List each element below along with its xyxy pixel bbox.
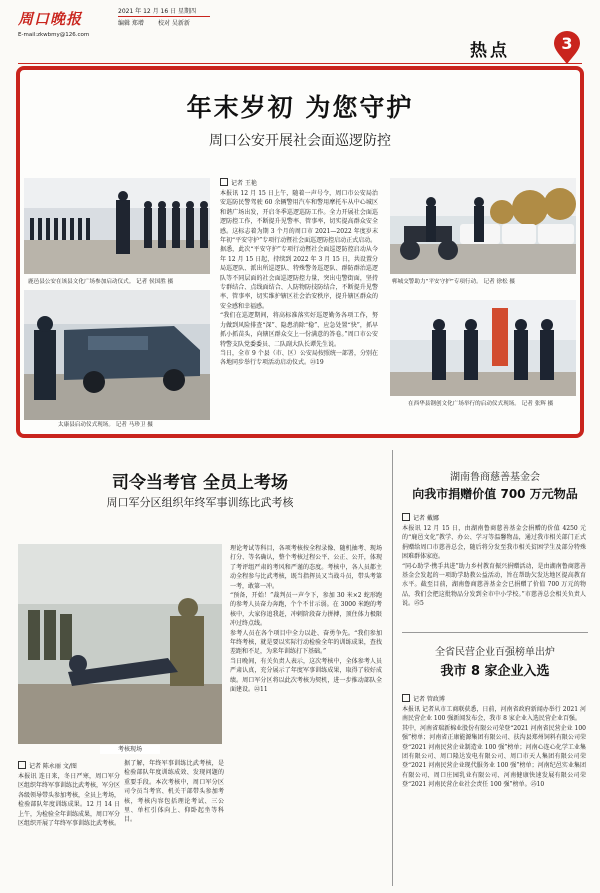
charity-body: 本报讯 12 月 15 日，由湖南鲁商慈善基金会捐赠的价值 4250 元的“鹿邑文化”教学、办公、学习等温馨物品，通过我市相关部门正式捐赠给周口市慈善总会，随后将分发至我市相关贫困学生及部分特殊困难群体家庭。 “同心助学·携手共进”助力乡村教育振兴捐赠活动，是由湖南鲁商慈善基金会发起的一项助学助教公益活动，旨在帮助欠发达地区提高教育水平。截至目前，湖南鲁商慈善基金会已捐赠了价值 700 万元的物品，我们会把这批物品分发到全市中小学校。”市慈善总会相关负责人说。㉕5 <box>402 525 586 608</box>
photo-luyi <box>24 178 210 274</box>
photo-caption-xihua: 在西华县钢创文化广场举行的启动仪式现场。 记者 张辉 摄 <box>408 401 554 407</box>
military-col2: 据了解，年终军事训练比武考核，是检验部队年度训练成效、发现问题的重要手段。本次考核中，周口军分区司令员当考官、机关干部带头参加考核，考核内容包括理论考试、三公里、单杠引体向上、仰卧起坐等科目。 <box>124 760 224 824</box>
feature-title: 年末岁初 为您守护 <box>186 93 414 122</box>
feature-byline: 记者 王艳 <box>220 178 257 187</box>
feature-body: 本报讯 12 月 15 日上午，随着一声号令，周口市公安局治安巡防民警驾驶 60 余辆警用汽车和警用摩托车从中心城区和谐广场出发，开启冬季巡逻巡防工作。全力开展社会面巡逻防控工作，不断提升见警率、管事率，切实提高群众安全感。这标志着为期 3 个月的周口市 2021—2022 年度岁末年初“平安守护”专项行动暨社会面巡逻防控启动正式启动。 据悉，此次“平安守护”专项行动暨社会面巡逻防控启动从今年 12 月 15 日起，持续到 2022 年 3 月 15 日，共设置分局巡逻队、派出所巡逻队、特殊警务巡逻队、群防群治巡逻队等不同层面的社会面巡逻防控力量，突出屯警街面，坚持专群结合、点线面结合、人防物防技防结合，不断提升见警率、管事率，切实维护辖区社会治安秩序，提升辖区群众的安全感和幸福感。 “我们在巡逻期间，将高标准落实好巡逻勤务各项工作，努力做到风险排查“深”、隐患消除“稳”、应急处置“快”，抓早抓小抓苗头，向辖区群众交上一份满意的答卷。”周口市公安特警支队党委委员、二队副大队长谭先生说。 当日，全市 9 个县（市、区）公安局按照统一部署，分别在各地同步举行专项活动启动仪式。㉓19 <box>220 190 378 367</box>
military-col3: 理论考试等科目，各项考核按全程录像、随机抽考、现场打分、等名确认，整个考核过程公平、公正、公开，体现了考评组严肃的考风和严谨的态度。考核中，各人员都主动全程参与比武考核，既当指挥员又当战斗员，带头考第一考，敢第一冲。 “预备，开始！”裁判员一声令下，参加 30 米×2 蛇形跑的参考人员奋力奔跑，个个不甘示弱。在 3000 米跑的考核中，大家你追我赶，冲刺阶段奋力拼搏，顶住体力极限冲过终点线。 参考人员在各个项目中全力以赴、奋勇争先。“我们参加年终考核，就是要以实际行动检验全年的训练成果，查找差距和不足，为来年训练打下基础。” 当日晚间，有关负责人表示，这次考核中，全体参考人员严肃认真，充分展示了年度军事训练成果，取得了较好成绩。周口军分区将以此次考核为契机，进一步推动部队全面建设。㉒11 <box>230 545 382 694</box>
column-divider <box>392 450 393 886</box>
photo-dancheng <box>390 178 576 274</box>
private-body: 本报讯 记者从市工商联获悉，日前，河南省政府新闻办举行 2021 河南民营企业 100 强新闻发布会，我市 8 家企业入选民营企业百强。 其中，河南省瑞新棉业股份有限公司荣登“2021 河南省民营企业 100 强”榜单；河南省正康能源集团有限公司、扶沟县郑州饲料有限公司荣登“2021 河南民营企业制造业 100 强”榜单；河南心连心化学工业集团有限公司、周口隆达发电有限公司、周口市天人集团有限公司荣登“2021 河南民营企业现代服务业 100 强”榜单；河南纪邑实业集团有限公司、周口庄园乳业有限公司、河南健康快速发展有限公司荣登“2021 河南民营企业社会责任 100 强”榜单。㉕10 <box>402 706 586 789</box>
military-subtitle: 周口军分区组织年终军事训练比武考核 <box>106 496 294 509</box>
photo-taikang <box>24 290 210 420</box>
private-byline: 记者 管政博 <box>402 694 445 703</box>
page-number: 3 <box>561 34 573 53</box>
private-kicker: 全省民营企业百强榜单出炉 <box>435 647 555 658</box>
feature-subtitle: 周口公安开展社会面巡逻防控 <box>209 133 391 149</box>
header-date-rule <box>118 16 210 17</box>
masthead-logo: 周口晚报 <box>18 10 83 28</box>
charity-byline: 记者 戴娜 <box>402 513 439 522</box>
date: 2021 年 12 月 16 日 星期四 <box>118 8 196 15</box>
editor: 编辑 郑增 <box>118 20 144 27</box>
military-col1: 本报讯 连日来，冬日严寒，周口军分区组织年终军事训练比武考核，军分区各级领导带头参加考核，全员上考场，检验部队年度训练成果。12 月 14 日上午，为检验全年训练成果，周口军分区组织开展了年终军事训练比武考核。 <box>18 773 120 828</box>
charity-kicker: 湖南鲁商慈善基金会 <box>450 472 540 483</box>
military-title: 司令当考官 全员上考场 <box>112 473 288 493</box>
photo-xihua <box>390 300 576 396</box>
photo-caption-dancheng: 郸城交警助力“平安守护”专项行动。 记者 徐松 摄 <box>392 279 516 285</box>
military-byline: 记者 陈永丽 文/图 <box>18 761 77 770</box>
proof: 校对 吴新新 <box>158 20 190 27</box>
photo-caption-luyi: 鹿邑县公安在该县文化广场参加启动仪式。 记者 侯国胜 摄 <box>28 279 174 285</box>
section-name: 热点 <box>470 41 510 61</box>
section-divider <box>402 632 588 633</box>
charity-title: 向我市捐赠价值 700 万元物品 <box>412 487 578 501</box>
private-title: 我市 8 家企业入选 <box>440 664 550 679</box>
photo-military <box>18 544 222 744</box>
email: E-mail:zkwbmy@126.com <box>18 32 90 38</box>
page-number-badge <box>553 31 581 65</box>
photo-military-banner: 考核现场 <box>100 745 160 754</box>
header-rule <box>18 63 582 64</box>
photo-caption-taikang: 太康县启动仪式现场。 记者 马珍卫 摄 <box>58 422 153 428</box>
